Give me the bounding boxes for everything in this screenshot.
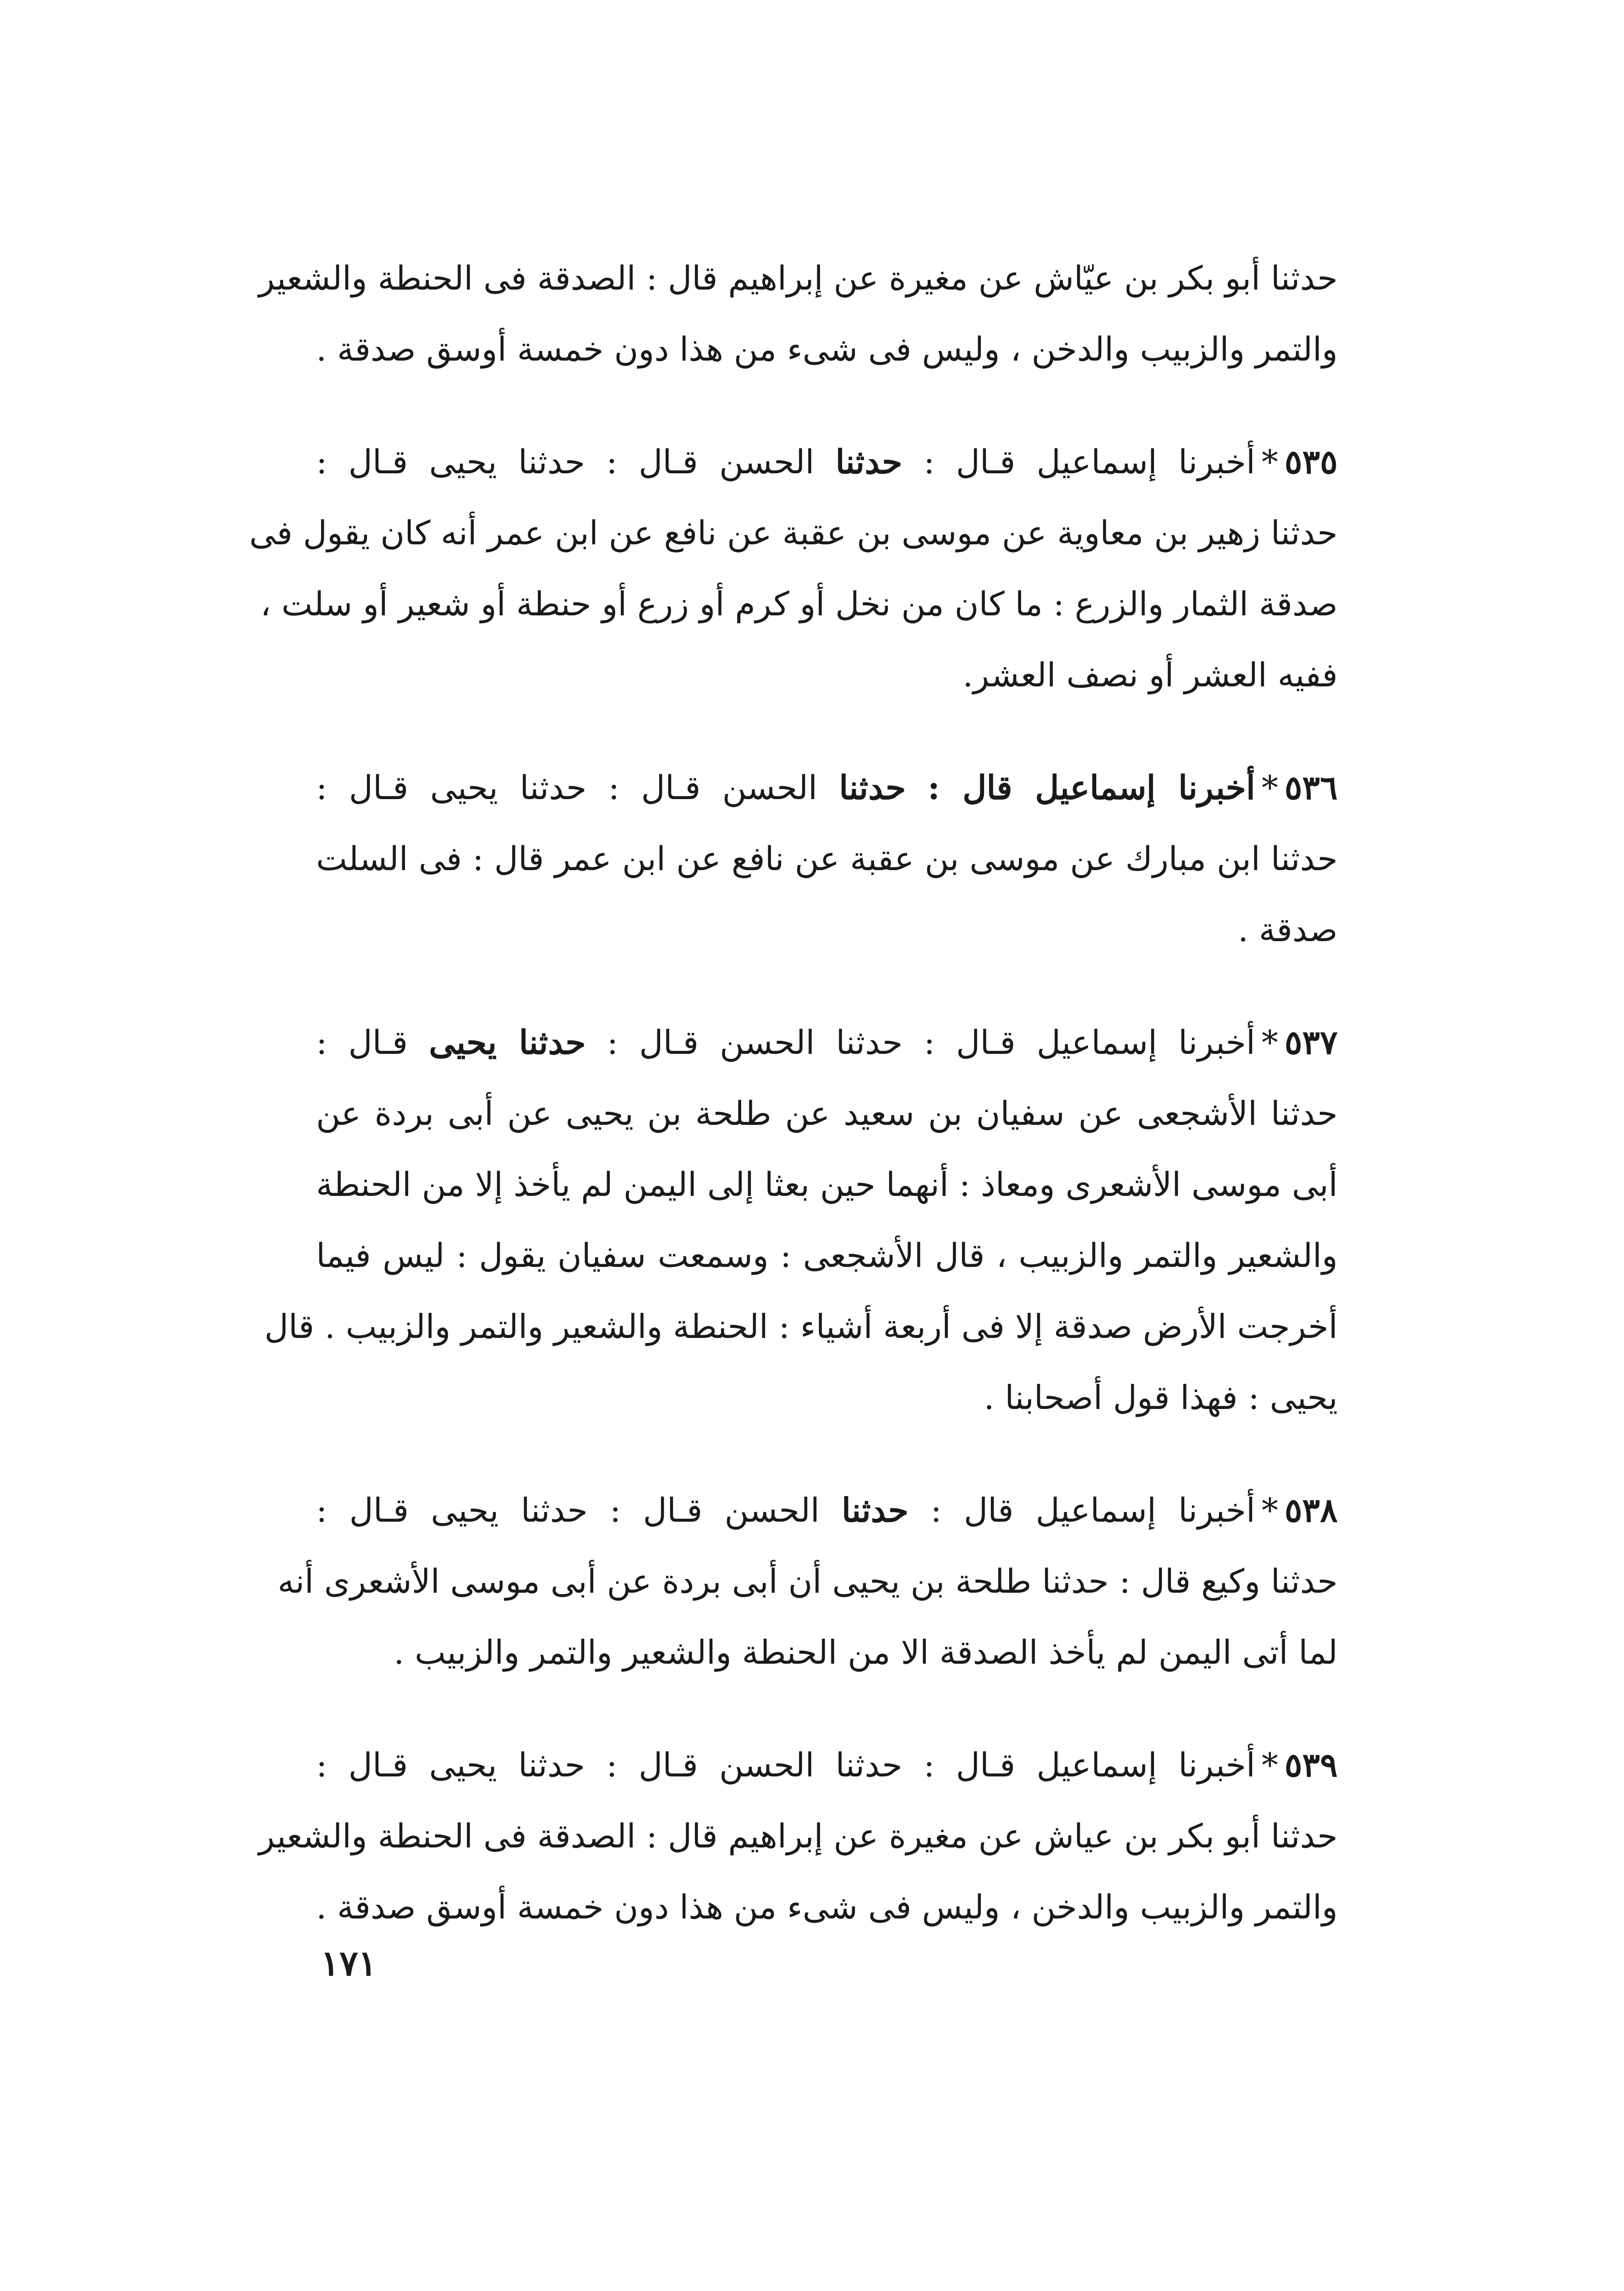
isnad-bold: حدثنا يحيى <box>429 1023 586 1062</box>
text-line: حدثنا الأشجعى عن سفيان بن سعيد عن طلحة بن يحيى عن أبى بردة عن <box>316 1094 1338 1133</box>
isnad-part: أخبرنا إسماعيل قـال : حدثنا الحسن قـال : حدثنا يحيى قـال : <box>316 1746 1255 1784</box>
hadith-number: ٥٣٨ <box>1284 1491 1338 1529</box>
star-marker: * <box>1261 1491 1278 1529</box>
text-line: حدثنا أبو بكر بن عيّاش عن مغيرة عن إبراهيم قال : الصدقة فى الحنطة والشعير <box>258 259 1338 297</box>
text-line: أبى موسى الأشعرى ومعاذ : أنهما حين بعثا إلى اليمن لم يأخذ إلا من الحنطة <box>316 1165 1338 1204</box>
star-marker: * <box>1261 1746 1278 1784</box>
text-line: لما أتى اليمن لم يأخذ الصدقة الا من الحنطة والشعير والتمر والزبيب . <box>394 1633 1338 1672</box>
paragraph-0 <box>258 243 1338 385</box>
text-line <box>316 426 1338 498</box>
paragraph-537 <box>264 1007 1338 1433</box>
isnad-part: أخبرنا إسماعيل قال : <box>930 1491 1255 1529</box>
text-line: أخرجت الأرض صدقة إلا فى أربعة أشياء : الحنطة والشعير والتمر والزبيب . قال <box>264 1307 1338 1346</box>
isnad-bold: حدثنا <box>835 442 902 481</box>
hadith-number: ٥٣٥ <box>1285 442 1338 481</box>
isnad-bold: حدثنا <box>842 1491 909 1529</box>
text-line <box>316 1729 1338 1801</box>
text-line: ففيه العشر أو نصف العشر. <box>962 656 1338 694</box>
isnad-bold: أخبرنا إسماعيل قال : <box>927 768 1255 807</box>
hadith-number: ٥٣٦ <box>1285 768 1338 807</box>
text-line: حدثنا أبو بكر بن عياش عن مغيرة عن إبراهيم قال : الصدقة فى الحنطة والشعير <box>258 1817 1338 1855</box>
hadith-number: ٥٣٧ <box>1285 1023 1338 1062</box>
hadith-number: ٥٣٩ <box>1284 1745 1338 1784</box>
text-line: حدثنا وكيع قال : حدثنا طلحة بن يحيى أن أبى بردة عن أبى موسى الأشعرى أنه <box>278 1562 1338 1600</box>
page-number: ١٧١ <box>321 1943 377 1984</box>
text-line: حدثنا زهير بن معاوية عن موسى بن عقبة عن نافع عن ابن عمر أنه كان يقول فى <box>249 514 1338 552</box>
isnad-part: قـال : <box>316 1023 408 1062</box>
star-marker: * <box>1262 768 1278 807</box>
paragraph-538 <box>278 1474 1338 1688</box>
text-line: حدثنا ابن مبارك عن موسى بن عقبة عن نافع عن ابن عمر قال : فى السلت <box>316 839 1338 878</box>
isnad-part: الحسن قـال : حدثنا يحيى قـال : <box>316 443 815 481</box>
star-marker: * <box>1262 443 1279 481</box>
text-line: والتمر والزبيب والدخن ، وليس فى شىء من هذا دون خمسة أوسق صدقة . <box>316 330 1338 368</box>
text-line: صدقة . <box>1238 910 1338 949</box>
text-line: يحيى : فهذا قول أصحابنا . <box>984 1378 1338 1417</box>
text-line <box>316 1007 1338 1078</box>
isnad-part: أخبرنا إسماعيل قـال : حدثنا الحسن قـال : <box>607 1023 1255 1062</box>
paragraph-536 <box>316 752 1338 965</box>
paragraph-535 <box>249 426 1338 711</box>
paragraph-539 <box>258 1729 1338 1943</box>
text-line <box>316 1474 1338 1546</box>
page-body <box>249 243 1338 1943</box>
text-line: والتمر والزبيب والدخن ، وليس فى شىء من هذا دون خمسة أوسق صدقة . <box>316 1888 1338 1926</box>
text-line: والشعير والتمر والزبيب ، قال الأشجعى : وسمعت سفيان يقول : ليس فيما <box>316 1236 1338 1275</box>
isnad-bold: حدثنا <box>839 768 906 807</box>
text-line <box>316 752 1338 823</box>
star-marker: * <box>1262 1023 1278 1062</box>
isnad-part: أخبرنا إسماعيل قـال : <box>924 443 1256 481</box>
isnad-part: الحسن قـال : حدثنا يحيى قـال : <box>316 1491 820 1529</box>
isnad-part: الحسن قـال : حدثنا يحيى قـال : <box>316 768 818 807</box>
text-line: صدقة الثمار والزرع : ما كان من نخل أو كرم أو زرع أو حنطة أو شعير أو سلت ، <box>260 585 1338 623</box>
